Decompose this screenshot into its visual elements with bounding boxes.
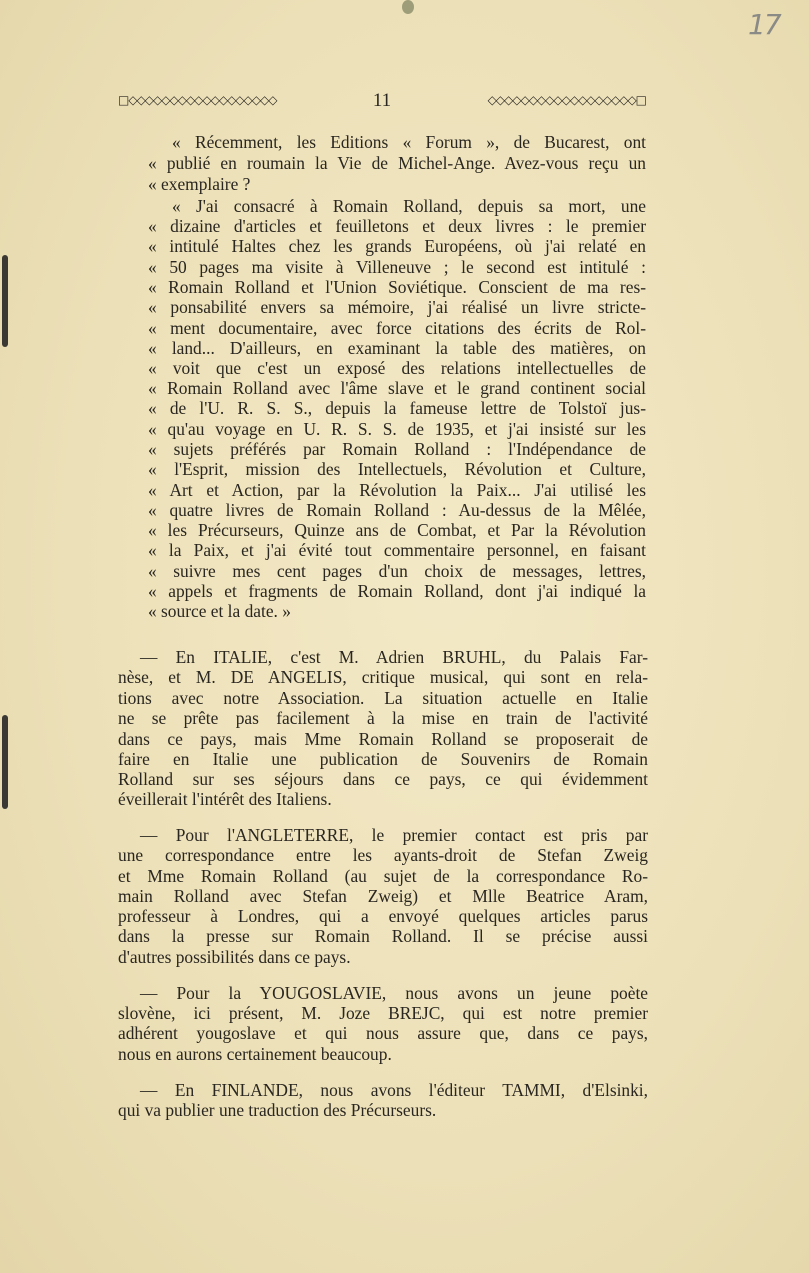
text-line: faire en Italie une publication de Souvenirs de Romain [118, 749, 648, 769]
text-line: « source et la date. » [148, 601, 291, 621]
text-line: « intitulé Haltes chez les grands Européens, où j'ai relaté en [148, 236, 646, 256]
text-line: « quatre livres de Romain Rolland : Au-dessus de la Mêlée, [148, 500, 646, 520]
text-line: « dizaine d'articles et feuilletons et deux livres : le premier [148, 216, 646, 236]
text-line: « exemplaire ? [148, 174, 251, 194]
text-line: « Romain Rolland et l'Union Soviétique. Conscient de ma res- [148, 277, 646, 297]
text-line: « l'Esprit, mission des Intellectuels, Révolution et Culture, [148, 459, 646, 479]
text-line: « ment documentaire, avec force citations des écrits de Rol- [148, 318, 646, 338]
ornament-right: ◇◇◇◇◇◇◇◇◇◇◇◇◇◇◇◇◇◇□ [487, 94, 647, 106]
text-line: « Romain Rolland avec l'âme slave et le grand continent social [148, 378, 646, 398]
ornament-left: □◇◇◇◇◇◇◇◇◇◇◇◇◇◇◇◇◇◇ [118, 94, 277, 106]
text-line: « 50 pages ma visite à Villeneuve ; le second est intitulé : [148, 257, 646, 277]
text-line: professeur à Londres, qui a envoyé quelques articles parus [118, 906, 648, 926]
text-line: dans ce pays, mais Mme Romain Rolland se proposerait de [118, 729, 648, 749]
text-line: tions avec notre Association. La situation actuelle en Italie [118, 688, 648, 708]
text-line: « les Précurseurs, Quinze ans de Combat, et Par la Révolution [148, 520, 646, 540]
text-line: slovène, ici présent, M. Joze BREJC, qui est notre premier [118, 1003, 648, 1023]
text-line: adhérent yougoslave et qui nous assure que, dans ce pays, [118, 1023, 648, 1043]
handwritten-page-number: 17 [748, 8, 780, 41]
paper-stain [402, 0, 414, 14]
text-line: d'autres possibilités dans ce pays. [118, 947, 351, 967]
text-line: « publié en roumain la Vie de Michel-Ange. Avez-vous reçu un [148, 153, 646, 173]
text-line: « suivre mes cent pages d'un choix de messages, lettres, [148, 561, 646, 581]
text-line: — En FINLANDE, nous avons l'éditeur TAMMI, d'Elsinki, [140, 1080, 648, 1100]
staple-top [2, 255, 8, 347]
text-line: « voit que c'est un exposé des relations intellectuelles de [148, 358, 646, 378]
text-line: Rolland sur ses séjours dans ce pays, ce qui évidemment [118, 769, 648, 789]
text-line: « appels et fragments de Romain Rolland, dont j'ai indiqué la [148, 581, 646, 601]
text-line: « la Paix, et j'ai évité tout commentaire personnel, en faisant [148, 540, 646, 560]
text-line: ne se prête pas facilement à la mise en train de l'activité [118, 708, 648, 728]
text-line: « J'ai consacré à Romain Rolland, depuis sa mort, une [172, 196, 646, 216]
text-line: nous en aurons certainement beaucoup. [118, 1044, 392, 1064]
text-line: « sujets préférés par Romain Rolland : l'Indépendance de [148, 439, 646, 459]
text-line: « Art et Action, par la Révolution la Paix... J'ai utilisé les [148, 480, 646, 500]
running-header [118, 88, 646, 112]
text-line: « de l'U. R. S. S., depuis la fameuse lettre de Tolstoï jus- [148, 398, 646, 418]
text-line: main Rolland avec Stefan Zweig) et Mlle Beatrice Aram, [118, 886, 648, 906]
text-line: — Pour l'ANGLETERRE, le premier contact est pris par [140, 825, 648, 845]
text-line: et Mme Romain Rolland (au sujet de la correspondance Ro- [118, 866, 648, 886]
text-line: « Récemment, les Editions « Forum », de Bucarest, ont [172, 132, 646, 152]
text-line: « ponsabilité envers sa mémoire, j'ai réalisé un livre stricte- [148, 297, 646, 317]
text-line: qui va publier une traduction des Précurseurs. [118, 1100, 437, 1120]
text-line: — En ITALIE, c'est M. Adrien BRUHL, du Palais Far- [140, 647, 648, 667]
text-line: dans la presse sur Romain Rolland. Il se précise aussi [118, 926, 648, 946]
page-number: 11 [372, 89, 392, 111]
text-line: « land... D'ailleurs, en examinant la table des matières, on [148, 338, 646, 358]
text-line: — Pour la YOUGOSLAVIE, nous avons un jeune poète [140, 983, 648, 1003]
text-line: éveillerait l'intérêt des Italiens. [118, 789, 332, 809]
text-line: nèse, et M. DE ANGELIS, critique musical, qui sont en rela- [118, 667, 648, 687]
text-line: une correspondance entre les ayants-droit de Stefan Zweig [118, 845, 648, 865]
staple-bottom [2, 715, 8, 809]
text-line: « qu'au voyage en U. R. S. S. de 1935, et j'ai insisté sur les [148, 419, 646, 439]
